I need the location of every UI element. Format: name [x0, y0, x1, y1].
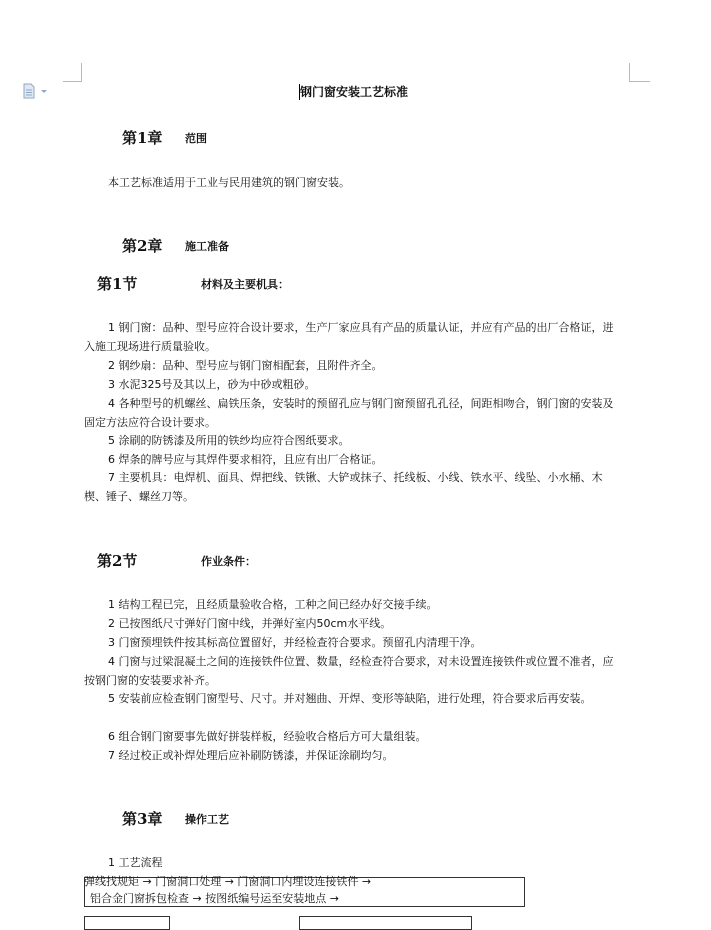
- section1-item-5: 5 涂刷的防锈漆及所用的铁纱均应符合图纸要求。: [108, 434, 350, 447]
- section1-name: 材料及主要机具：: [201, 278, 289, 291]
- section2-item-2: 2 已按图纸尺寸弹好门窗中线，并弹好室内50cm水平线。: [108, 617, 392, 630]
- chapter2-name: 施工准备: [185, 240, 229, 253]
- crop-mark-top-right: [629, 63, 650, 82]
- chevron-down-icon: [41, 90, 47, 93]
- section1-item-2: 2 钢纱扇：品种、型号应与钢门窗相配套，且附件齐全。: [108, 359, 383, 372]
- section2-item-7: 7 经过校正或补焊处理后应补刷防锈漆，并保证涂刷均匀。: [108, 749, 394, 762]
- chapter3-name: 操作工艺: [185, 813, 229, 826]
- document-icon: [24, 84, 34, 98]
- section1-item-7: 7 主要机具：电焊机、面具、焊把线、铁锹、大铲或抹子、托线板、小线、铁水平、线坠、小水桶、木楔、锤子、螺丝刀等。: [84, 471, 603, 503]
- section2-item-5: 5 安装前应检查钢门窗型号、尺寸。并对翘曲、开焊、变形等缺陷，进行处理，符合要求后再安装。: [108, 692, 592, 705]
- section2-item-4: 4 门窗与过梁混凝土之间的连接铁件位置、数量，经检查符合要求，对未设置连接铁件或位置不准者，应按钢门窗的安装要求补齐。: [84, 655, 614, 687]
- section2-number: 第2节: [97, 552, 138, 570]
- chapter1-name: 范围: [185, 132, 207, 145]
- section1-item-3: 3 水泥325号及其以上，砂为中砂或粗砂。: [108, 378, 316, 391]
- chapter1-number: 第1章: [122, 129, 163, 147]
- section1-item-6: 6 焊条的牌号应与其焊件要求相符，且应有出厂合格证。: [108, 453, 383, 466]
- chapter3-number: 第3章: [122, 810, 163, 828]
- process-heading: 1 工艺流程: [108, 856, 163, 869]
- section1-item-1: 1 钢门窗：品种、型号应符合设计要求，生产厂家应具有产品的质量认证，并应有产品的出厂合格证，进入施工现场进行质量验收。: [84, 321, 614, 353]
- flowchart-box-left: [84, 916, 170, 930]
- document-title: 钢门窗安装工艺标准: [300, 85, 409, 99]
- flowchart-box-right: [299, 916, 472, 930]
- section2-item-6: 6 组合钢门窗要事先做好拼装样板，经验收合格后方可大量组装。: [108, 730, 427, 743]
- section1-item-4: 4 各种型号的机螺丝、扁铁压条，安装时的预留孔应与钢门窗预留孔孔径，间距相吻合，钢门窗的安装及固定方法应符合设计要求。: [84, 397, 614, 429]
- section1-number: 第1节: [97, 275, 138, 293]
- section2-item-1: 1 结构工程已完，且经质量验收合格，工种之间已经办好交接手续。: [108, 598, 438, 611]
- chapter2-number: 第2章: [122, 237, 163, 255]
- section2-item-3: 3 门窗预埋铁件按其标高位置留好，并经检查符合要求。预留孔内清理干净。: [108, 636, 482, 649]
- flowchart-line-2: 铝合金门窗拆包检查 → 按图纸编号运至安装地点 →: [90, 892, 339, 905]
- flowchart-line-1: 弹线找规矩 → 门窗洞口处理 → 门窗洞口内埋设连接铁件 →: [84, 875, 372, 888]
- section2-name: 作业条件：: [201, 555, 256, 568]
- chapter1-text: 本工艺标准适用于工业与民用建筑的钢门窗安装。: [108, 176, 350, 189]
- document-menu-button[interactable]: [22, 83, 52, 99]
- crop-mark-top-left: [63, 63, 82, 82]
